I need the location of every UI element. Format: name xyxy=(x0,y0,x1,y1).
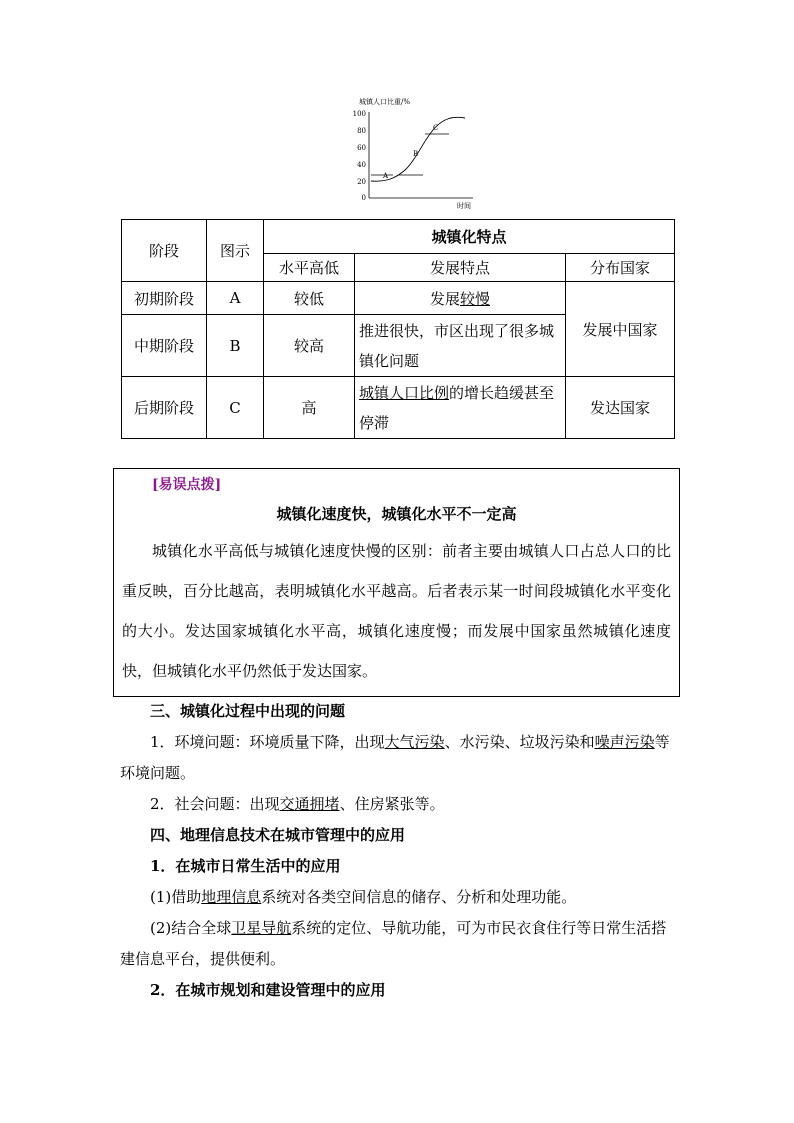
dev-text: 的增长趋缓甚至停滞 xyxy=(359,383,555,432)
stage-name: 后期阶段 xyxy=(122,377,207,439)
underlined-term: 卫星导航 xyxy=(231,919,292,937)
section4-title: 四、地理信息技术在城市管理中的应用 xyxy=(150,826,406,844)
dev-underlined: 城镇人口比例 xyxy=(359,383,450,402)
stage-name: 初期阶段 xyxy=(122,282,207,315)
text: 1．环境问题：环境质量下降，出现 xyxy=(150,733,385,751)
section3-item2 xyxy=(120,789,675,820)
tip-label: [易误点拨] xyxy=(152,477,222,493)
underlined-term: 噪声污染 xyxy=(594,733,655,751)
urbanization-curve-figure xyxy=(345,94,485,210)
section4-p1 xyxy=(120,882,675,913)
stage-distribution: 发展中国家 xyxy=(566,282,675,377)
header-features: 城镇化特点 xyxy=(264,220,675,254)
section4-sub1: 1．在城市日常生活中的应用 xyxy=(150,857,341,875)
text: 系统的定位、导航功能，可为市民衣食住行等日常生活搭建信息平台，提供便利。 xyxy=(120,919,667,968)
underlined-term: 地理信息 xyxy=(201,888,262,906)
section4-p2 xyxy=(120,913,675,975)
y-tick-20: 20 xyxy=(357,178,366,186)
dev-text: 发展 xyxy=(429,289,460,308)
text: 2．社会问题：出现 xyxy=(150,795,280,813)
text: (2)结合全球 xyxy=(150,919,232,937)
stage-level: 较低 xyxy=(264,282,355,315)
header-distribution: 分布国家 xyxy=(566,254,675,282)
underlined-term: 交通拥堵 xyxy=(279,795,340,813)
stage-development xyxy=(355,377,566,439)
y-tick-40: 40 xyxy=(357,161,366,169)
y-tick-100: 100 xyxy=(352,110,366,118)
point-a-label: A xyxy=(383,172,389,180)
text: 、水污染、垃圾污染和 xyxy=(444,733,595,751)
urbanization-stage-table xyxy=(121,219,675,439)
stage-development: 推进很快，市区出现了很多城镇化问题 xyxy=(355,315,566,377)
underlined-term: 大气污染 xyxy=(384,733,445,751)
text: 等环境问题。 xyxy=(120,733,670,782)
y-tick-60: 60 xyxy=(357,144,366,152)
section3-title: 三、城镇化过程中出现的问题 xyxy=(150,702,346,720)
dev-underlined: 较慢 xyxy=(460,289,491,308)
common-error-tip-box xyxy=(113,468,680,697)
header-stage: 阶段 xyxy=(122,220,207,282)
section4-sub2: 2．在城市规划和建设管理中的应用 xyxy=(150,981,386,999)
stage-figure: B xyxy=(207,315,264,377)
section3-item1 xyxy=(120,727,675,789)
tip-heading: 城镇化速度快，城镇化水平不一定高 xyxy=(276,505,517,523)
chart-xlabel: 时间 xyxy=(457,202,471,210)
table-row xyxy=(122,282,675,315)
text: 系统对各类空间信息的储存、分析和处理功能。 xyxy=(261,888,577,906)
table-row xyxy=(122,377,675,439)
header-level: 水平高低 xyxy=(264,254,355,282)
y-tick-0: 0 xyxy=(361,194,366,202)
y-tick-80: 80 xyxy=(357,127,366,135)
chart-ylabel: 城镇人口比重/% xyxy=(359,98,411,106)
header-development: 发展特点 xyxy=(355,254,566,282)
tip-body: 城镇化水平高低与城镇化速度快慢的区别：前者主要由城镇人口占总人口的比重反映，百分比越高，表明城镇化水平越高。后者表示某一时间段城镇化水平变化的大小。发达国家城镇化水平高，城镇化速度慢；而发展中国家虽然城镇化速度快，但城镇化水平仍然低于发达国家。 xyxy=(122,542,671,680)
text: (1)借助 xyxy=(150,888,202,906)
stage-level: 较高 xyxy=(264,315,355,377)
stage-level: 高 xyxy=(264,377,355,439)
text: 、住房紧张等。 xyxy=(339,795,445,813)
point-b-label: B xyxy=(413,150,419,158)
stage-development xyxy=(355,282,566,315)
stage-figure: C xyxy=(207,377,264,439)
stage-distribution: 发达国家 xyxy=(566,377,675,439)
stage-name: 中期阶段 xyxy=(122,315,207,377)
point-c-label: C xyxy=(433,124,439,132)
header-figure: 图示 xyxy=(207,220,264,282)
stage-figure: A xyxy=(207,282,264,315)
